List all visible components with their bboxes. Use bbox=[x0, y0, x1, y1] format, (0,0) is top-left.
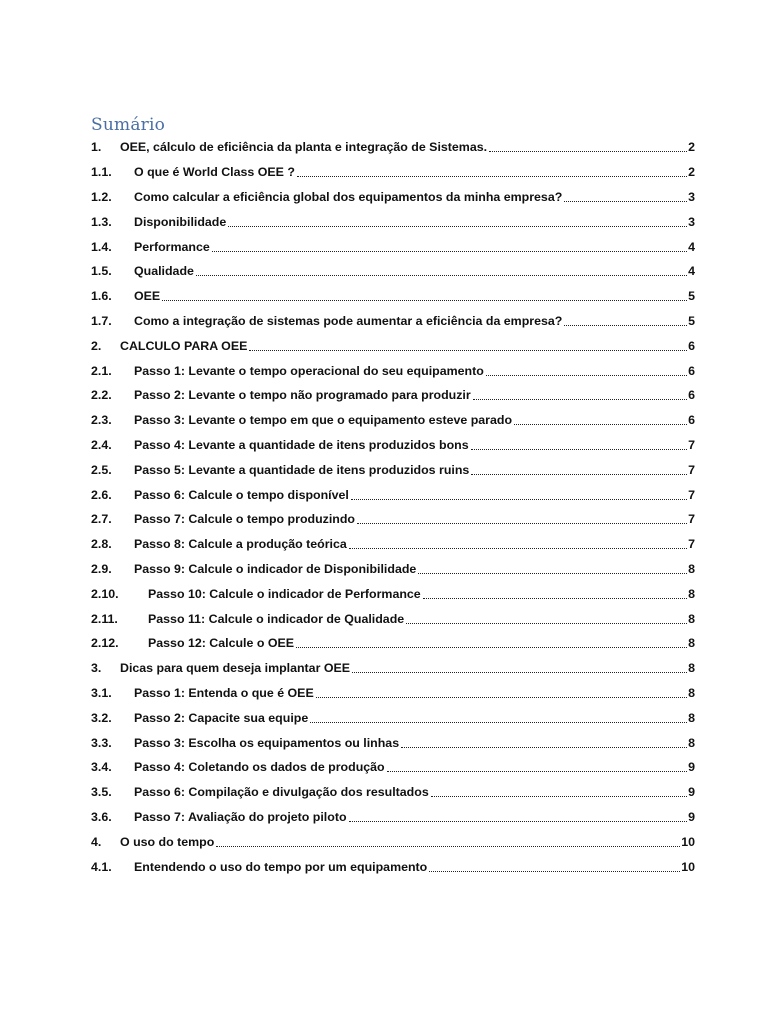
toc-entry[interactable] bbox=[91, 681, 695, 706]
toc-dot-leader bbox=[423, 587, 687, 601]
toc-entry[interactable] bbox=[91, 259, 695, 284]
toc-entry-page-number: 2 bbox=[688, 140, 695, 155]
toc-entry-number: 2.12. bbox=[91, 636, 119, 651]
toc-entry-number: 2.1. bbox=[91, 363, 112, 378]
toc-entry-page-number: 9 bbox=[688, 785, 695, 800]
toc-dot-leader bbox=[216, 835, 680, 849]
toc-entry[interactable] bbox=[91, 333, 695, 358]
toc-dot-leader bbox=[564, 314, 687, 328]
toc-entry-page-number: 7 bbox=[688, 437, 695, 452]
toc-entry-number: 1.4. bbox=[91, 239, 112, 254]
toc-entry[interactable] bbox=[91, 433, 695, 458]
toc-entry-title: Passo 8: Calcule a produção teórica bbox=[134, 537, 347, 552]
toc-entry-page-number: 7 bbox=[688, 487, 695, 502]
toc-entry-title: Dicas para quem deseja implantar OEE bbox=[120, 661, 351, 676]
toc-entry[interactable] bbox=[91, 557, 695, 582]
toc-entry-title: Performance bbox=[134, 239, 210, 254]
toc-entry-title: Passo 9: Calcule o indicador de Disponibilidade bbox=[134, 561, 417, 576]
toc-dot-leader bbox=[349, 537, 687, 551]
toc-entry-title: Como a integração de sistemas pode aumentar a eficiência da empresa? bbox=[134, 313, 563, 328]
toc-entry-title: Entendendo o uso do tempo por um equipamento bbox=[134, 859, 428, 874]
toc-entry-title: CALCULO PARA OEE bbox=[120, 338, 248, 353]
toc-entry-number: 1.7. bbox=[91, 313, 112, 328]
toc-dot-leader bbox=[196, 264, 687, 278]
toc-dot-leader bbox=[401, 736, 687, 750]
toc-dot-leader bbox=[316, 686, 687, 700]
toc-dot-leader bbox=[296, 636, 687, 650]
toc-entry-title: Passo 3: Escolha os equipamentos ou linhas bbox=[134, 735, 400, 750]
toc-entry-title: Passo 7: Avaliação do projeto piloto bbox=[134, 809, 347, 824]
toc-entry-number: 1.5. bbox=[91, 264, 112, 279]
toc-dot-leader bbox=[471, 438, 687, 452]
toc-entry-page-number: 2 bbox=[688, 165, 695, 180]
toc-entry-title: Passo 2: Capacite sua equipe bbox=[134, 710, 309, 725]
toc-entry-page-number: 8 bbox=[688, 611, 695, 626]
toc-entry-title: Passo 11: Calcule o indicador de Qualidade bbox=[148, 611, 405, 626]
toc-entry[interactable] bbox=[91, 854, 695, 879]
toc-entry-number: 2.9. bbox=[91, 561, 112, 576]
toc-dot-leader bbox=[297, 165, 687, 179]
toc-entry-title: Passo 5: Levante a quantidade de itens produzidos ruins bbox=[134, 462, 470, 477]
toc-entry[interactable] bbox=[91, 532, 695, 557]
toc-entry-page-number: 8 bbox=[688, 685, 695, 700]
toc-entry-title: Passo 4: Levante a quantidade de itens produzidos bons bbox=[134, 437, 469, 452]
toc-entry-number: 2.5. bbox=[91, 462, 112, 477]
toc-entry-number: 2.4. bbox=[91, 437, 112, 452]
toc-entry[interactable] bbox=[91, 755, 695, 780]
toc-title: Sumário bbox=[91, 115, 166, 135]
toc-entry-page-number: 6 bbox=[688, 413, 695, 428]
toc-entry-page-number: 4 bbox=[688, 239, 695, 254]
toc-dot-leader bbox=[352, 661, 687, 675]
toc-dot-leader bbox=[431, 785, 687, 799]
toc-entry-number: 3.1. bbox=[91, 685, 112, 700]
toc-entry-number: 1. bbox=[91, 140, 102, 155]
toc-entry-page-number: 8 bbox=[688, 735, 695, 750]
toc-entry[interactable] bbox=[91, 482, 695, 507]
toc-entry-page-number: 8 bbox=[688, 636, 695, 651]
toc-entry-number: 3.3. bbox=[91, 735, 112, 750]
toc-entry[interactable] bbox=[91, 656, 695, 681]
toc-entry-page-number: 5 bbox=[688, 289, 695, 304]
toc-entry[interactable] bbox=[91, 408, 695, 433]
toc-entry-page-number: 9 bbox=[688, 760, 695, 775]
toc-entry[interactable] bbox=[91, 507, 695, 532]
toc-entry[interactable] bbox=[91, 829, 695, 854]
toc-entry-title: O uso do tempo bbox=[120, 834, 215, 849]
toc-entry-number: 3.2. bbox=[91, 710, 112, 725]
toc-entry[interactable] bbox=[91, 383, 695, 408]
toc-entry-page-number: 3 bbox=[688, 189, 695, 204]
toc-entry-number: 1.6. bbox=[91, 289, 112, 304]
toc-entry-page-number: 6 bbox=[688, 388, 695, 403]
toc-entry-number: 2.3. bbox=[91, 413, 112, 428]
toc-entry-number: 3.6. bbox=[91, 809, 112, 824]
toc-entry-title: Disponibilidade bbox=[134, 214, 227, 229]
toc-entry[interactable] bbox=[91, 234, 695, 259]
toc-entry[interactable] bbox=[91, 606, 695, 631]
toc-entry-page-number: 4 bbox=[688, 264, 695, 279]
toc-dot-leader bbox=[486, 364, 687, 378]
toc-entry-number: 2.7. bbox=[91, 512, 112, 527]
toc-entry-title: O que é World Class OEE ? bbox=[134, 165, 295, 180]
toc-entry-number: 2.2. bbox=[91, 388, 112, 403]
toc-entry-number: 1.3. bbox=[91, 214, 112, 229]
toc-entry[interactable] bbox=[91, 185, 695, 210]
toc-dot-leader bbox=[406, 612, 687, 626]
toc-dot-leader bbox=[349, 810, 687, 824]
toc-entry[interactable] bbox=[91, 705, 695, 730]
toc-entry-page-number: 6 bbox=[688, 363, 695, 378]
toc-entry-title: Passo 1: Entenda o que é OEE bbox=[134, 685, 314, 700]
toc-dot-leader bbox=[212, 240, 687, 254]
toc-entry-page-number: 6 bbox=[688, 338, 695, 353]
toc-entry-number: 1.1. bbox=[91, 165, 112, 180]
toc-entry[interactable] bbox=[91, 284, 695, 309]
toc-entry-title: OEE bbox=[134, 289, 161, 304]
toc-entry-page-number: 7 bbox=[688, 537, 695, 552]
toc-entry-title: Passo 1: Levante o tempo operacional do seu equipamento bbox=[134, 363, 484, 378]
toc-entry-page-number: 5 bbox=[688, 313, 695, 328]
toc-entry-page-number: 8 bbox=[688, 661, 695, 676]
toc-entry-number: 3.4. bbox=[91, 760, 112, 775]
toc-entry-page-number: 3 bbox=[688, 214, 695, 229]
toc-entry-number: 4.1. bbox=[91, 859, 112, 874]
toc-entry-page-number: 7 bbox=[688, 512, 695, 527]
toc-entry[interactable] bbox=[91, 631, 695, 656]
toc-entry-title: Passo 7: Calcule o tempo produzindo bbox=[134, 512, 355, 527]
toc-entry-title: Passo 3: Levante o tempo em que o equipamento esteve parado bbox=[134, 413, 513, 428]
toc-dot-leader bbox=[387, 760, 687, 774]
toc-entry-title: Passo 6: Calcule o tempo disponível bbox=[134, 487, 349, 502]
toc-dot-leader bbox=[564, 190, 687, 204]
toc-dot-leader bbox=[471, 463, 687, 477]
toc-dot-leader bbox=[418, 562, 687, 576]
toc-dot-leader bbox=[351, 488, 687, 502]
toc-entry[interactable] bbox=[91, 358, 695, 383]
toc-dot-leader bbox=[489, 140, 687, 154]
toc-entry-page-number: 8 bbox=[688, 710, 695, 725]
toc-entry-number: 2. bbox=[91, 338, 102, 353]
toc-entry-title: Passo 4: Coletando os dados de produção bbox=[134, 760, 385, 775]
toc-entry-title: Qualidade bbox=[134, 264, 194, 279]
toc-entry-number: 2.6. bbox=[91, 487, 112, 502]
toc-entry-number: 2.10. bbox=[91, 586, 119, 601]
toc-dot-leader bbox=[249, 339, 687, 353]
toc-entry-number: 3.5. bbox=[91, 785, 112, 800]
toc-entry-page-number: 10 bbox=[681, 834, 695, 849]
toc-entry[interactable] bbox=[91, 135, 695, 160]
toc-entry-number: 4. bbox=[91, 834, 102, 849]
toc-dot-leader bbox=[357, 512, 687, 526]
toc-dot-leader bbox=[228, 215, 687, 229]
toc-entry[interactable] bbox=[91, 805, 695, 830]
toc-entry-title: Passo 12: Calcule o OEE bbox=[148, 636, 294, 651]
toc-dot-leader bbox=[429, 860, 680, 874]
toc-entry-page-number: 9 bbox=[688, 809, 695, 824]
toc-entry-number: 1.2. bbox=[91, 189, 112, 204]
toc-entry-number: 2.8. bbox=[91, 537, 112, 552]
toc-entry[interactable] bbox=[91, 581, 695, 606]
toc-entry[interactable] bbox=[91, 209, 695, 234]
toc-entry-page-number: 8 bbox=[688, 561, 695, 576]
toc-list bbox=[91, 135, 695, 879]
toc-entry[interactable] bbox=[91, 780, 695, 805]
toc-entry-page-number: 10 bbox=[681, 859, 695, 874]
toc-dot-leader bbox=[473, 388, 687, 402]
toc-entry-page-number: 8 bbox=[688, 586, 695, 601]
toc-entry-title: OEE, cálculo de eficiência da planta e integração de Sistemas. bbox=[120, 140, 488, 155]
toc-entry-page-number: 7 bbox=[688, 462, 695, 477]
toc-entry-title: Passo 10: Calcule o indicador de Performance bbox=[148, 586, 421, 601]
toc-entry-number: 2.11. bbox=[91, 611, 118, 626]
toc-entry-title: Passo 6: Compilação e divulgação dos resultados bbox=[134, 785, 429, 800]
toc-entry[interactable] bbox=[91, 309, 695, 334]
toc-entry-title: Passo 2: Levante o tempo não programado para produzir bbox=[134, 388, 471, 403]
toc-entry[interactable] bbox=[91, 160, 695, 185]
toc-dot-leader bbox=[514, 413, 687, 427]
toc-dot-leader bbox=[310, 711, 687, 725]
toc-entry[interactable] bbox=[91, 457, 695, 482]
toc-entry[interactable] bbox=[91, 730, 695, 755]
toc-entry-number: 3. bbox=[91, 661, 102, 676]
toc-entry-title: Como calcular a eficiência global dos equipamentos da minha empresa? bbox=[134, 189, 563, 204]
toc-dot-leader bbox=[162, 289, 687, 303]
